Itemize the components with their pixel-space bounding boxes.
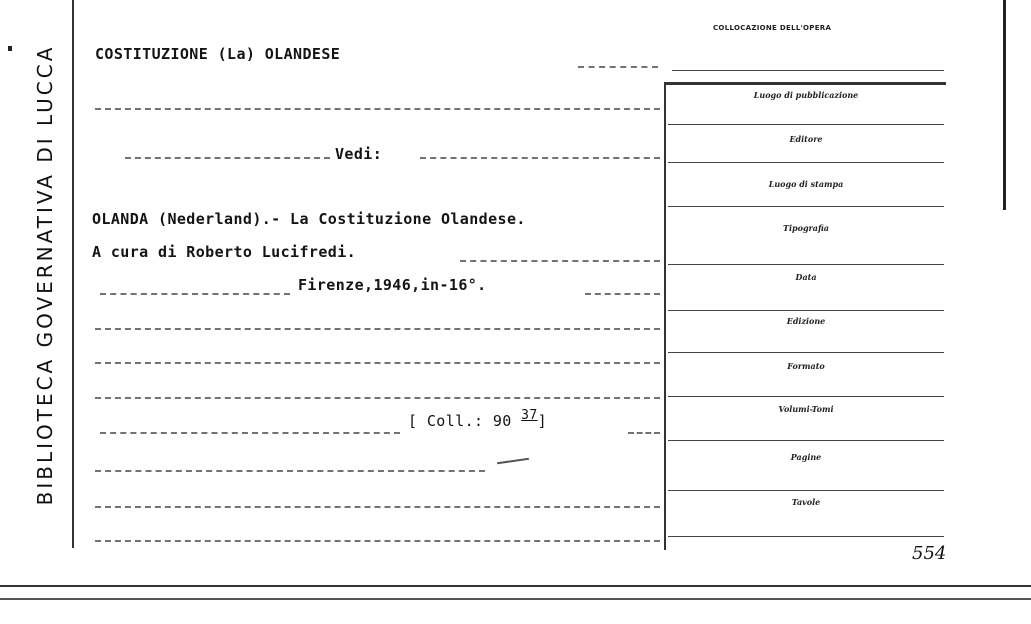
- field-rule: [668, 352, 944, 353]
- ruling-line: [628, 432, 660, 434]
- ruling-line: [100, 432, 400, 434]
- ruling-line: [125, 157, 330, 159]
- field-rule: [672, 70, 944, 71]
- ruling-line: [95, 397, 660, 399]
- collocation-box-header: COLLOCAZIONE DELL'OPERA: [713, 24, 832, 32]
- field-rule: [668, 264, 944, 265]
- field-rule: [668, 536, 944, 537]
- field-label-edition: Edizione: [786, 316, 826, 326]
- field-label-volumes: Volumi-Tomi: [778, 404, 834, 414]
- ruling-line: [95, 470, 485, 472]
- ruling-line: [100, 293, 290, 295]
- see-label: Vedi:: [335, 145, 383, 163]
- left-margin-rule: [72, 0, 74, 548]
- field-label-plates: Tavole: [791, 497, 821, 507]
- field-rule: [668, 490, 944, 491]
- ruling-line: [95, 328, 660, 330]
- collocation-box-left-rule: [664, 82, 666, 550]
- field-rule: [668, 162, 944, 163]
- card-bottom-edge: [0, 598, 1031, 600]
- reference-line-2: A cura di Roberto Lucifredi.: [92, 243, 357, 261]
- shelf-mark-suffix: ]: [537, 412, 548, 430]
- field-label-place-of-publication: Luogo di pubblicazione: [753, 90, 859, 100]
- shelf-mark: [408, 408, 548, 430]
- card-bottom-edge: [0, 585, 1031, 587]
- card-right-edge: [1003, 0, 1006, 210]
- ruling-line: [578, 66, 658, 68]
- field-label-printer: Tipografia: [783, 223, 829, 233]
- ruling-line: [95, 506, 660, 508]
- collocation-box-top-rule: [664, 82, 946, 85]
- field-rule: [668, 396, 944, 397]
- field-label-pages: Pagine: [790, 452, 822, 462]
- field-label-format: Formato: [787, 361, 825, 371]
- ruling-line: [585, 293, 660, 295]
- pencil-mark: [497, 458, 529, 464]
- field-label-publisher: Editore: [789, 134, 823, 144]
- ruling-line: [460, 260, 660, 262]
- field-rule: [668, 310, 944, 311]
- field-rule: [668, 440, 944, 441]
- library-header: BIBLIOTECA GOVERNATIVA DI LUCCA: [33, 44, 57, 506]
- handwritten-number: 554: [912, 543, 947, 564]
- reference-line-1: OLANDA (Nederland).- La Costituzione Olandese.: [92, 210, 526, 228]
- shelf-mark-fraction: 37: [521, 408, 538, 423]
- ruling-line: [95, 108, 660, 110]
- ruling-line: [420, 157, 660, 159]
- field-label-place-of-printing: Luogo di stampa: [768, 179, 844, 189]
- field-rule: [668, 124, 944, 125]
- ruling-line: [95, 540, 660, 542]
- field-rule: [668, 206, 944, 207]
- shelf-mark-prefix: [ Coll.: 90: [408, 412, 522, 430]
- punch-mark: [8, 46, 12, 51]
- card-title: COSTITUZIONE (La) OLANDESE: [95, 45, 341, 63]
- reference-line-3: Firenze,1946,in-16°.: [298, 276, 487, 294]
- field-label-date: Data: [795, 272, 817, 282]
- ruling-line: [95, 362, 660, 364]
